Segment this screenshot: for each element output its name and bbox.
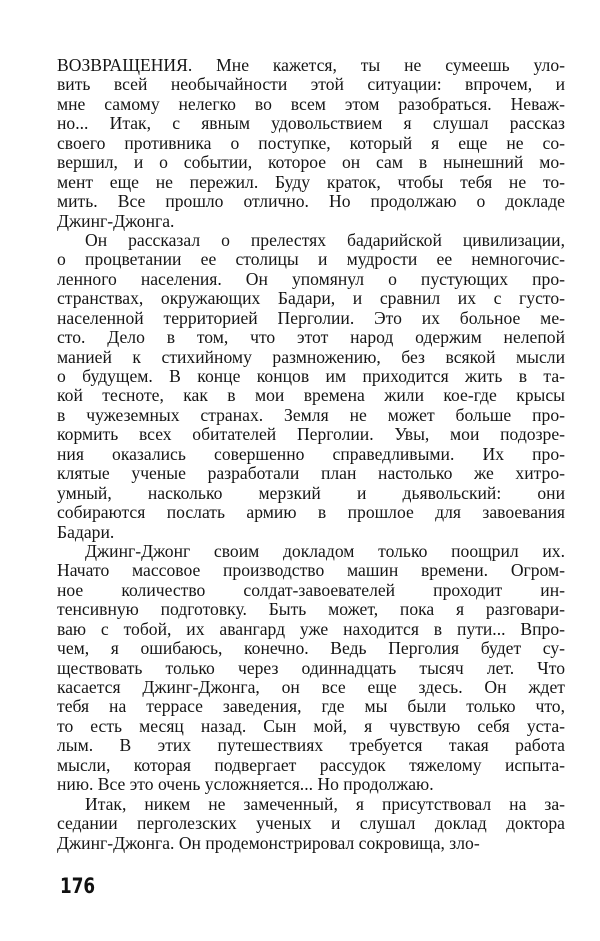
text-line: ществовать только через одиннадцать тысяч лет. Что <box>57 658 565 678</box>
text-line: в чужеземных странах. Земля не может больше про- <box>57 405 565 425</box>
text-line: населенной территорией Перголии. Это их больное ме- <box>57 308 565 328</box>
paragraph <box>57 56 565 231</box>
text-line: ленного населения. Он упомянул о пустующих про- <box>57 269 565 289</box>
paragraph <box>57 231 565 542</box>
text-line: странствах, окружающих Бадари, и сравнил их с густо- <box>57 289 565 309</box>
text-line: ваю с тобой, их авангард уже находится в пути... Впро- <box>57 619 565 639</box>
text-line: ное количество солдат-завоевателей проходит ин- <box>57 580 565 600</box>
text-line: Итак, никем не замеченный, я присутствовал на за- <box>85 794 565 814</box>
text-line: чем, я ошибаюсь, конечно. Ведь Перголия будет су- <box>57 639 565 659</box>
text-line: то есть месяц назад. Сын мой, я чувствую себя уста- <box>57 716 565 736</box>
text-line: Джинг-Джонг своим докладом только поощрил их. <box>85 541 565 561</box>
text-line: кой тесноте, как в мои времена жили кое-где крысы <box>57 386 565 406</box>
text-line: мне самому нелегко во всем этом разобраться. Неваж- <box>57 94 565 114</box>
text-line: мить. Все прошло отлично. Но продолжаю о докладе <box>57 192 565 212</box>
text-line: ВОЗВРАЩЕНИЯ. Мне кажется, ты не сумеешь уло- <box>57 56 565 75</box>
text-line: умный, насколько мерзкий и дьявольский: они <box>57 483 565 503</box>
paragraph <box>57 795 565 853</box>
text-line: вить всей необычайности этой ситуации: впрочем, и <box>57 75 565 95</box>
text-line: Он рассказал о прелестях бадарийской цивилизации, <box>85 230 565 250</box>
text-line: кормить всех обитателей Перголии. Увы, мои подозре- <box>57 425 565 445</box>
text-line: сто. Дело в том, что этот народ одержим нелепой <box>57 328 565 348</box>
paragraph <box>57 542 565 795</box>
text-line: вершил, и о событии, которое он сам в нынешний мо- <box>57 153 565 173</box>
text-line: лым. В этих путешествиях требуется такая работа <box>57 736 565 756</box>
page-number: 176 <box>60 874 96 898</box>
text-line: ния оказались совершенно справедливыми. Их про- <box>57 444 565 464</box>
text-line: Джинг-Джонга. <box>57 211 175 231</box>
text-line: седании перголезских ученых и слушал доклад доктора <box>57 814 565 834</box>
text-line: мент еще не пережил. Буду краток, чтобы тебя не то- <box>57 172 565 192</box>
text-line: о процветании ее столицы и мудрости ее немногочис- <box>57 250 565 270</box>
text-line: своего противника о поступке, который я еще не со- <box>57 133 565 153</box>
page-body <box>57 56 565 853</box>
text-line: собираются послать армию в прошлое для завоевания <box>57 503 565 523</box>
text-line: нию. Все это очень усложняется... Но продолжаю. <box>57 775 434 795</box>
text-line: Бадари. <box>57 522 115 542</box>
text-line: клятые ученые разработали план настолько же хитро- <box>57 464 565 484</box>
text-line: но... Итак, с явным удовольствием я слушал рассказ <box>57 114 565 134</box>
text-line: о будущем. В конце концов им приходится жить в та- <box>57 367 565 386</box>
text-line: Джинг-Джонга. Он продемонстрировал сокровища, зло- <box>57 833 480 853</box>
text-line: тебя на террасе заведения, где мы были только что, <box>57 697 565 717</box>
text-line: мысли, которая подвергает рассудок тяжелому испыта- <box>57 755 565 775</box>
text-line: манией к стихийному размножению, без всякой мысли <box>57 347 565 367</box>
text-line: касается Джинг-Джонга, он все еще здесь. Он ждет <box>57 678 565 697</box>
text-line: Начато массовое производство машин времени. Огром- <box>57 561 565 581</box>
text-line: тенсивную подготовку. Быть может, пока я разговари- <box>57 600 565 620</box>
